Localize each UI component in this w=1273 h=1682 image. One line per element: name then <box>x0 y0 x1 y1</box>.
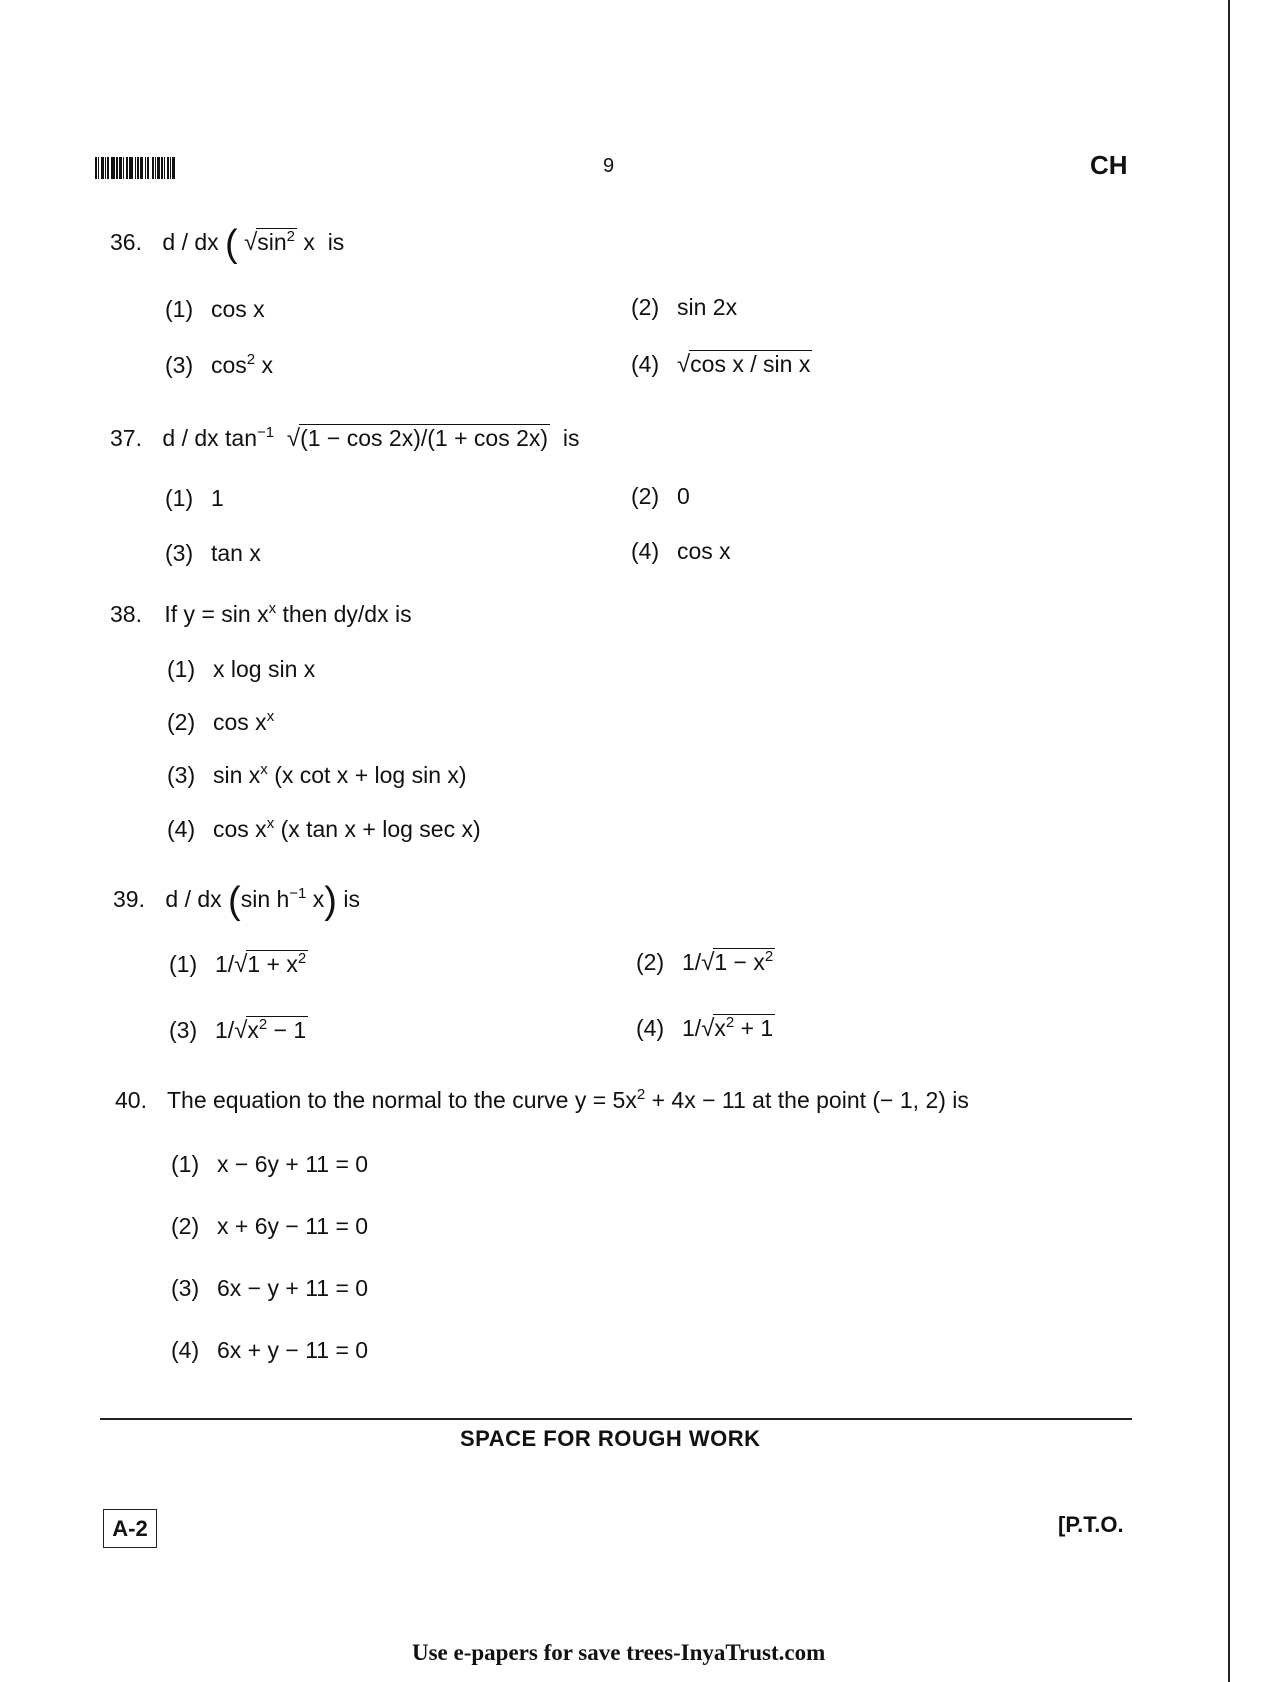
rough-work-divider <box>100 1418 1132 1420</box>
question-number: 37. <box>110 425 142 451</box>
rough-work-label: SPACE FOR ROUGH WORK <box>460 1426 761 1451</box>
option-38-1[interactable]: (1) x log sin x <box>167 656 316 682</box>
sqrt-icon: √ <box>244 229 258 256</box>
booklet-code-box: A-2 <box>103 1509 157 1548</box>
sqrt-icon: √ <box>701 1015 715 1042</box>
question-36: 36. d / dx ( $√\sin^2$ x is <box>110 223 345 265</box>
question-number: 38. <box>110 601 142 627</box>
option-36-2[interactable]: (2) sin 2x <box>631 294 738 320</box>
sqrt-icon: √ <box>286 425 301 452</box>
page-right-edge <box>1228 0 1230 1682</box>
option-40-4[interactable]: (4) 6x + y − 11 = 0 <box>171 1337 369 1363</box>
pto-label: [P.T.O. <box>1058 1512 1124 1537</box>
sqrt-icon: √ <box>234 951 248 978</box>
close-paren-icon: ) <box>324 880 337 922</box>
question-37: 37. d / dx $\tan^{-1} √(1 - \cos 2x)/(1 + \cos 2x)$ is <box>110 424 580 452</box>
option-37-3[interactable]: (3) tan x <box>165 540 261 566</box>
sqrt-icon: √ <box>234 1017 248 1044</box>
option-40-2[interactable]: (2) x + 6y − 11 = 0 <box>171 1213 369 1239</box>
option-39-1[interactable]: (1) $1/√1 + x^2$ <box>169 950 307 978</box>
sqrt-icon: √ <box>701 949 715 976</box>
option-39-4[interactable]: (4) $1/√x^2 + 1$ <box>636 1014 774 1042</box>
option-36-3[interactable]: (3) $\cos^2 x$ <box>165 351 274 378</box>
option-40-1[interactable]: (1) x − 6y + 11 = 0 <box>171 1151 369 1177</box>
barcode-icon <box>95 157 183 179</box>
question-number: 36. <box>110 229 142 255</box>
subject-code: CH <box>1090 150 1128 180</box>
question-number: 40. <box>115 1087 147 1113</box>
option-37-2[interactable]: (2) 0 <box>631 483 690 509</box>
option-39-2[interactable]: (2) $1/√1 - x^2$ <box>636 948 774 976</box>
page-number: 9 <box>603 155 615 177</box>
question-40: 40. The equation to the normal to the curve $y = 5x^2 + 4x - 11$ at the point (− 1, 2) is <box>115 1086 969 1113</box>
option-36-1[interactable]: (1) cos x <box>165 296 265 322</box>
option-38-2[interactable]: (2) $\cos x^x$ <box>167 708 275 735</box>
option-39-3[interactable]: (3) $1/√x^2 - 1$ <box>169 1016 307 1044</box>
option-38-4[interactable]: (4) $\cos x^x$ (x tan x + log sec x) <box>167 815 481 842</box>
option-37-4[interactable]: (4) cos x <box>631 538 731 564</box>
option-37-1[interactable]: (1) 1 <box>165 485 224 511</box>
option-40-3[interactable]: (3) 6x − y + 11 = 0 <box>171 1275 369 1301</box>
option-36-4[interactable]: (4) √cos x / sin x <box>631 351 811 378</box>
question-38: 38. If $y = \sin x^x$ then dy/dx is <box>110 600 412 627</box>
radicand: $\sin^2$ <box>257 228 296 255</box>
question-39: 39. d / dx (sin $h^{-1}$ x) is <box>113 880 360 922</box>
sqrt-icon: √ <box>677 351 691 378</box>
question-number: 39. <box>113 886 145 912</box>
footer-watermark: Use e-papers for save trees-InyaTrust.com <box>412 1640 826 1665</box>
open-paren-icon: ( <box>225 223 238 265</box>
option-38-3[interactable]: (3) $\sin x^x$ (x cot x + log sin x) <box>167 761 467 788</box>
open-paren-icon: ( <box>228 880 241 922</box>
